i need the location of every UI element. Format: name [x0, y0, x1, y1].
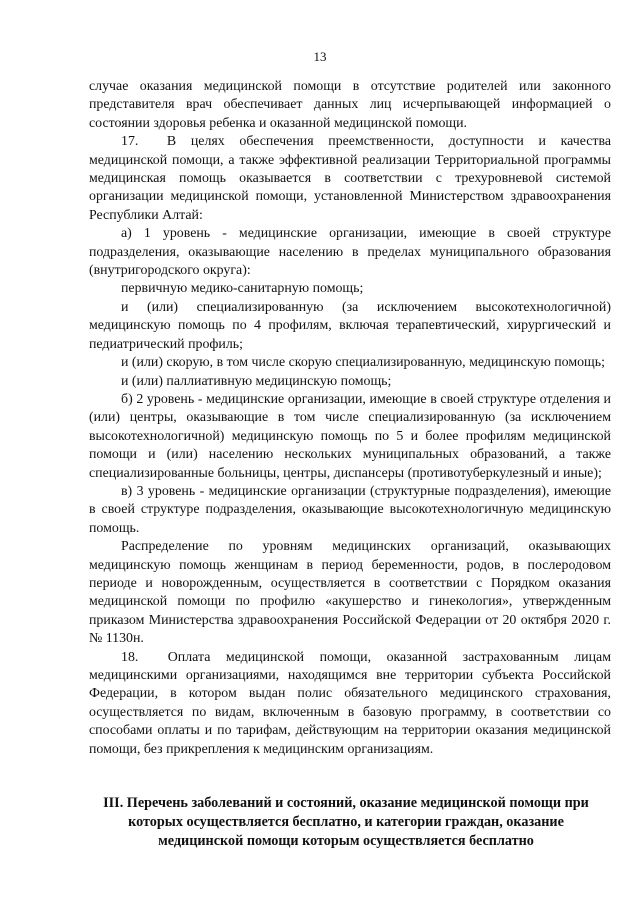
paragraph-item-17: 17. В целях обеспечения преемственности, доступности и качества медицинской помощи, а также эффективной реализации Территориальной программы медицинская помощь оказывается в соответствии с трехуровневой системой организации медицинской помощи, установленной Министерством здравоохранения Республики Алтай: — [89, 134, 611, 223]
paragraph-continuation: случае оказания медицинской помощи в отсутствие родителей или законного представителя врач обеспечивает данных лиц исчерпывающей информацией о состоянии здоровья ребенка и оказанной медицинской помощи. — [89, 79, 611, 131]
paragraph-specialized-care: и (или) специализированную (за исключением высокотехнологичной) медицинскую помощь по 4 профилям, включая терапевтический, хирургический и педиатрический профиль; — [89, 299, 611, 352]
page-number: 13 — [313, 49, 327, 64]
section-heading-line: III. Перечень заболеваний и состояний, оказание медицинской помощи при — [103, 795, 589, 811]
paragraph-level-1: а) 1 уровень - медицинские организации, имеющие в своей структуре подразделения, оказывающие населению в пределах муниципального образования (внутригородского округа): — [89, 226, 611, 279]
paragraph-level-3: в) 3 уровень - медицинские организации (структурные подразделения), имеющие в своей структуре подразделения, оказывающие высокотехнологичную медицинскую помощь. — [89, 483, 611, 536]
paragraph-maternity-distribution: Распределение по уровням медицинских организаций, оказывающих медицинскую помощь женщинам в период беременности, родов, в послеродовом периоде и новорожденным, осуществляется в соответствии с Порядком оказания медицинской помощи по профилю «акушерство и гинекология», утвержденным приказом Министерства здравоохранения Российской Федерации от 20 октября 2020 г. № 1130н. — [89, 539, 611, 647]
document-body — [89, 78, 611, 759]
section-heading-line: медицинской помощи которым осуществляется бесплатно — [158, 833, 534, 849]
paragraph-item-18: 18. Оплата медицинской помощи, оказанной застрахованным лицам медицинскими организациями, находящимся вне территории субъекта Российской Федерации, в котором выдан полис обязательного медицинского страхования, осуществляется по видам, включенным в базовую программу, в соответствии со способами оплаты и по тарифам, действующим на территории оказания медицинской помощи, без прикрепления к медицинским организациям. — [89, 649, 611, 757]
paragraph-emergency-care: и (или) скорую, в том числе скорую специализированную, медицинскую помощь; — [121, 355, 605, 371]
section-heading — [70, 794, 622, 851]
section-heading-line: которых осуществляется бесплатно, и категории граждан, оказание — [128, 814, 564, 830]
paragraph-primary-care: первичную медико-санитарную помощь; — [121, 281, 364, 297]
paragraph-palliative-care: и (или) паллиативную медицинскую помощь; — [121, 373, 392, 389]
paragraph-level-2: б) 2 уровень - медицинские организации, имеющие в своей структуре отделения и (или) центры, оказывающие в том числе специализированную (за исключением высокотехнологичной) медицинскую помощь по 5 и более профилям медицинской помощи и (или) населению нескольких муниципальных образований, а также специализированные больницы, центры, диспансеры (противотуберкулезный и иные); — [89, 391, 611, 481]
